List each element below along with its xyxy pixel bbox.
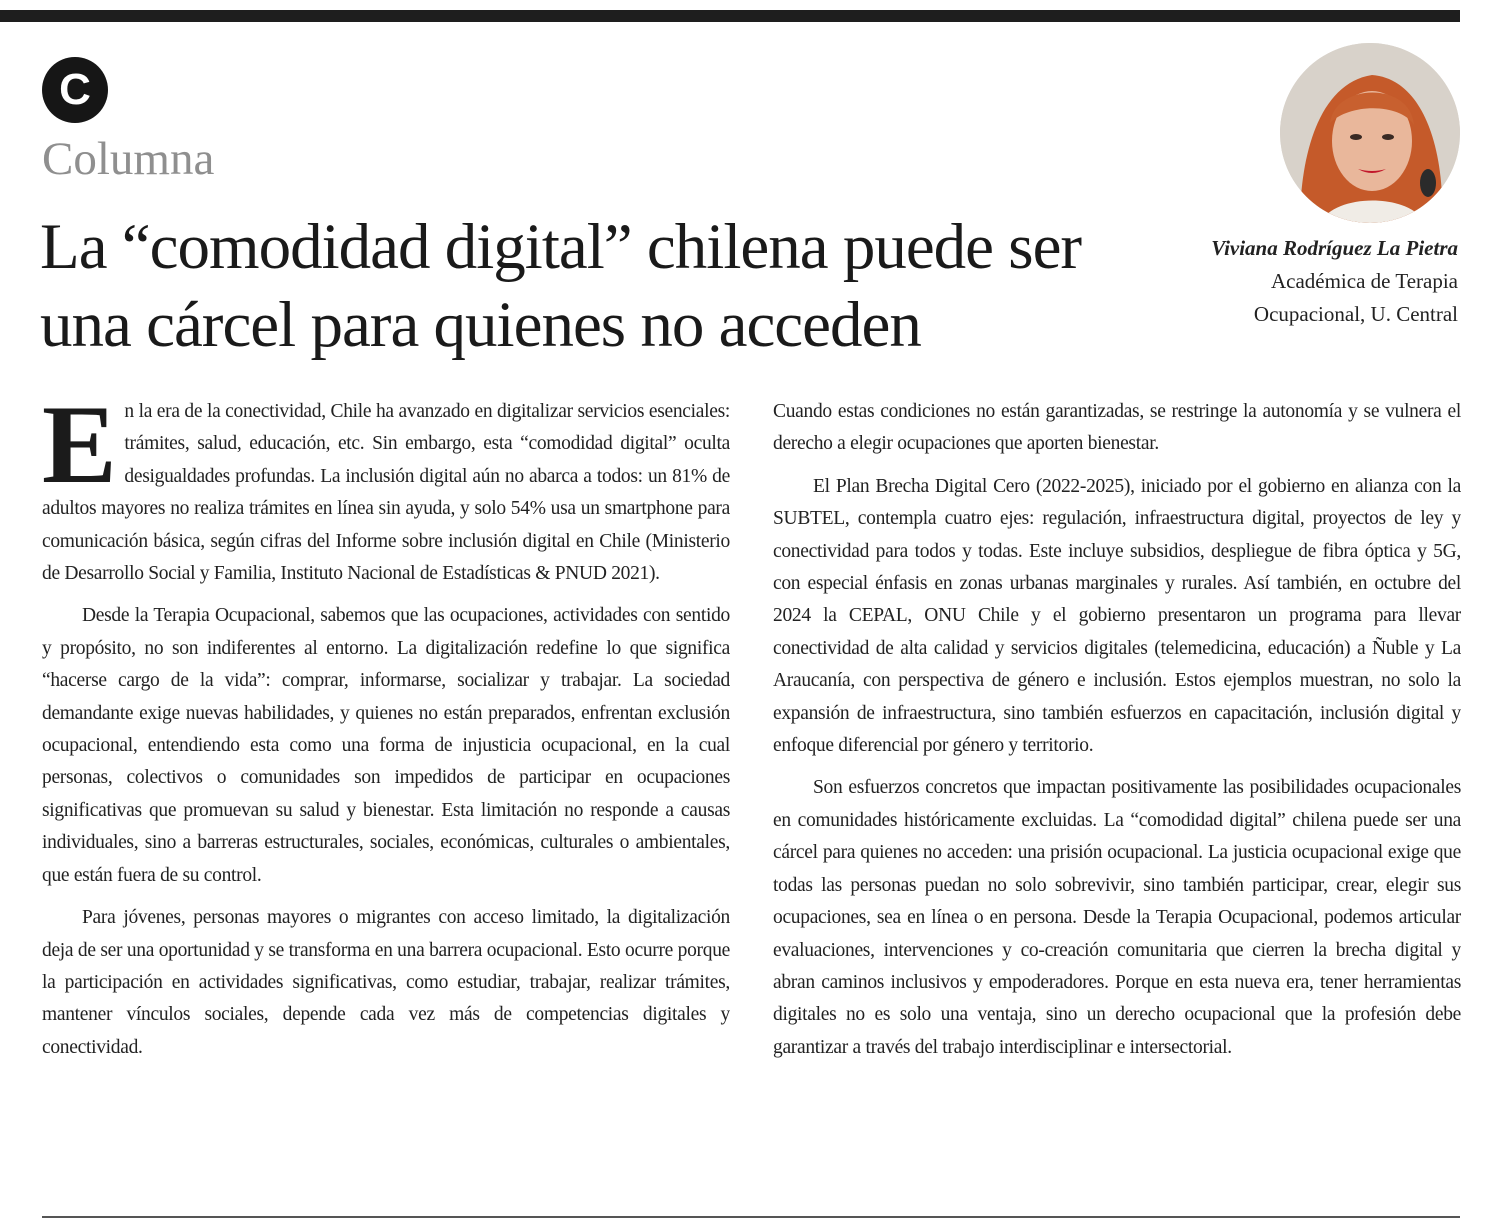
article-column-right (773, 396, 1461, 1206)
headline: La “comodidad digital” chilena puede ser una cárcel para quienes no acceden (40, 211, 1082, 361)
article-paragraph (42, 396, 730, 590)
article-paragraph: El Plan Brecha Digital Cero (2022-2025), iniciado por el gobierno en alianza con la SUBTEL, contempla cuatro ejes: regulación, infraestructura digital, proyectos de ley y conectividad para todos y todas. Este incluye subsidios, despliegue de fibra óptica y 5G, con especial énfasis en zonas urbanas marginales y rurales. Así también, en octubre del 2024 la CEPAL, ONU Chile y el gobierno presentaron un programa para llevar conectividad de alta calidad y servicios digitales (telemedicina, educación) a Ñuble y La Araucanía, con perspectiva de género e inclusión. Estos ejemplos muestran, no solo la expansión de infraestructura, sino también esfuerzos en capacitación, inclusión digital y enfoque diferencial por género y territorio. (773, 475, 1461, 757)
article-paragraph: Son esfuerzos concretos que impactan positivamente las posibilidades ocupacionales en comunidades históricamente excluidas. La “comodidad digital” chilena puede ser una cárcel para quienes no acceden: una prisión ocupacional. La justicia ocupacional exige que todas las personas puedan no solo sobrevivir, sino también participar, crear, elegir sus ocupaciones, sea en línea o en persona. Desde la Terapia Ocupacional, podemos articular evaluaciones, intervenciones y co-creación comunitaria que cierren la brecha digital y abran caminos inclusivos y empoderadores. Porque en esta nueva era, tener herramientas digitales no es solo una ventaja, sino un derecho ocupacional que la profesión debe garantizar a través del trabajo interdisciplinar e intersectorial. (773, 777, 1461, 1058)
paragraph-text: n la era de la conectividad, Chile ha avanzado en digitalizar servicios esenciales: trámites, salud, educación, etc. Sin embargo, esta “comodidad digital” oculta desigualdades profundas. La inclusión digital aún no abarca a todos: un 81% de adultos mayores no realiza trámites en línea sin ayuda, y solo 54% usa un smartphone para comunicación básica, según cifras del Informe sobre inclusión digital en Chile (Ministerio de Desarrollo Social y Familia, Instituto Nacional de Estadísticas & PNUD 2021). (42, 401, 730, 585)
article-column-left (42, 396, 730, 1206)
section-label: Columna (42, 133, 215, 185)
article-paragraph: Desde la Terapia Ocupacional, sabemos que las ocupaciones, actividades con sentido y propósito, no son indiferentes al entorno. La digitalización redefine lo que significa “hacerse cargo de la vida”: comprar, informarse, socializar y trabajar. La sociedad demandante exige nuevas habilidades, y quienes no están preparados, enfrentan exclusión ocupacional, entendiendo esta como una forma de injusticia ocupacional, en la cual personas, colectivos o comunidades son impedidos de participar en ocupaciones significativas que promuevan su salud y bienestar. Esta limitación no responde a causas individuales, sino a barreras estructurales, sociales, económicas, culturales o ambientales, que están fuera de su control. (42, 605, 730, 886)
bottom-rule (42, 1216, 1460, 1218)
author-role-line2: Ocupacional, U. Central (1253, 302, 1458, 326)
author-portrait-icon (1280, 43, 1460, 223)
drop-cap: E (42, 396, 117, 507)
section-badge: C (42, 57, 108, 123)
article-paragraph: Para jóvenes, personas mayores o migrantes con acceso limitado, la digitalización deja de ser una oportunidad y se transforma en una barrera ocupacional. Esto ocurre porque la participación en actividades significativas, como estudiar, trabajar, realizar trámites, mantener vínculos sociales, depende cada vez más de competencias digitales y conectividad. (42, 907, 730, 1058)
author-name: Viviana Rodríguez La Pietra (1211, 236, 1458, 260)
article-paragraph: Cuando estas condiciones no están garantizadas, se restringe la autonomía y se vulnera el derecho a elegir ocupaciones que aporten bienestar. (773, 401, 1461, 455)
author-role-line1: Académica de Terapia (1270, 269, 1458, 293)
author-byline (1100, 232, 1458, 331)
top-rule (0, 10, 1460, 22)
portrait-illustration (1280, 43, 1460, 223)
